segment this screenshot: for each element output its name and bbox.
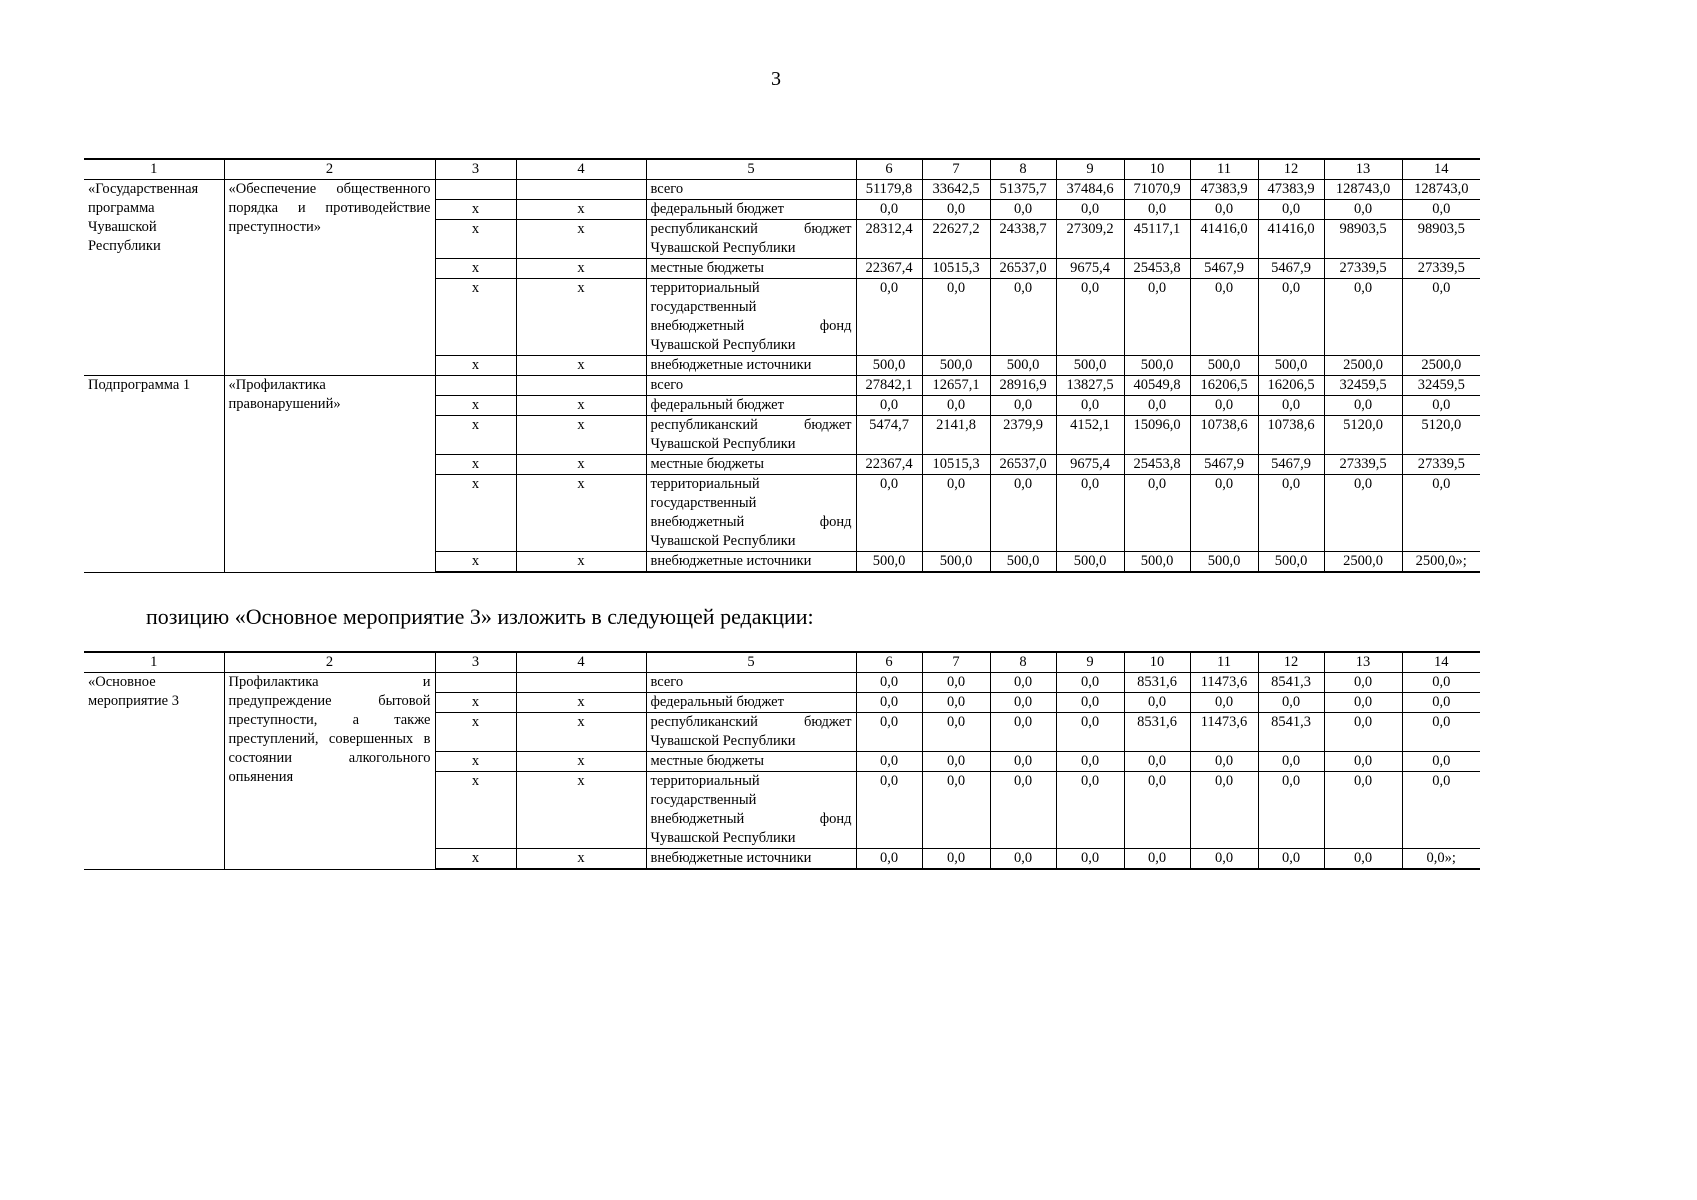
amount-cell: 2500,0 <box>1324 552 1402 573</box>
col-3-value: х <box>435 849 516 870</box>
amount-cell: 0,0 <box>1190 849 1258 870</box>
amount-cell: 13827,5 <box>1056 376 1124 396</box>
column-number: 9 <box>1056 652 1124 673</box>
col-3-value: х <box>435 752 516 772</box>
program-name: «Государственная программа Чувашской Республики <box>84 180 224 376</box>
funding-source: федеральный бюджет <box>646 396 856 416</box>
column-number: 14 <box>1402 652 1480 673</box>
amount-cell: 500,0 <box>1190 552 1258 573</box>
funding-source: местные бюджеты <box>646 259 856 279</box>
col-4-value: х <box>516 220 646 259</box>
col-4-value <box>516 376 646 396</box>
amount-cell: 27842,1 <box>856 376 922 396</box>
amount-cell: 0,0 <box>1124 772 1190 849</box>
amount-cell: 0,0 <box>1190 752 1258 772</box>
amount-cell: 47383,9 <box>1190 180 1258 200</box>
amount-cell: 27339,5 <box>1324 455 1402 475</box>
amount-cell: 500,0 <box>856 552 922 573</box>
amount-cell: 10738,6 <box>1190 416 1258 455</box>
amount-cell: 16206,5 <box>1258 376 1324 396</box>
column-number-row <box>84 652 1480 673</box>
amount-cell: 0,0 <box>1258 772 1324 849</box>
amount-cell: 41416,0 <box>1258 220 1324 259</box>
amount-cell: 0,0 <box>990 772 1056 849</box>
amount-cell: 0,0 <box>1056 693 1124 713</box>
column-number: 1 <box>84 652 224 673</box>
amount-cell: 0,0 <box>1124 752 1190 772</box>
amount-cell: 37484,6 <box>1056 180 1124 200</box>
amount-cell: 0,0 <box>1190 693 1258 713</box>
amount-cell: 0,0 <box>1324 673 1402 693</box>
amount-cell: 0,0 <box>1056 200 1124 220</box>
amount-cell: 10738,6 <box>1258 416 1324 455</box>
amount-cell: 25453,8 <box>1124 259 1190 279</box>
column-number: 10 <box>1124 159 1190 180</box>
table-row <box>84 180 1480 200</box>
funding-table-1 <box>84 158 1480 573</box>
amount-cell: 0,0 <box>1258 849 1324 870</box>
amount-cell: 500,0 <box>1258 552 1324 573</box>
col-3-value: х <box>435 416 516 455</box>
column-number: 7 <box>922 159 990 180</box>
amount-cell: 0,0 <box>1258 279 1324 356</box>
amount-cell: 40549,8 <box>1124 376 1190 396</box>
funding-source: внебюджетные источники <box>646 552 856 573</box>
col-3-value <box>435 673 516 693</box>
col-3-value: х <box>435 552 516 573</box>
amount-cell: 9675,4 <box>1056 455 1124 475</box>
col-4-value: х <box>516 772 646 849</box>
amount-cell: 0,0 <box>1324 396 1402 416</box>
col-4-value: х <box>516 356 646 376</box>
funding-source: всего <box>646 180 856 200</box>
funding-source: республиканский бюджет Чувашской Республики <box>646 220 856 259</box>
amount-cell: 5467,9 <box>1258 455 1324 475</box>
amount-cell: 32459,5 <box>1402 376 1480 396</box>
col-3-value: х <box>435 259 516 279</box>
amount-cell: 98903,5 <box>1402 220 1480 259</box>
amount-cell: 5120,0 <box>1402 416 1480 455</box>
amount-cell: 0,0 <box>1324 713 1402 752</box>
amount-cell: 4152,1 <box>1056 416 1124 455</box>
amount-cell: 5467,9 <box>1190 455 1258 475</box>
amount-cell: 0,0 <box>1402 673 1480 693</box>
program-title: Профилактика и предупреждение бытовой преступности, а также преступлений, совершенных в состоянии алкогольного опьянения <box>224 673 435 870</box>
program-title: «Обеспечение общественного порядка и противодействие преступности» <box>224 180 435 376</box>
instruction-text: позицию «Основное мероприятие 3» изложить в следующей редакции: <box>146 604 814 629</box>
amount-cell: 32459,5 <box>1324 376 1402 396</box>
amount-cell: 51179,8 <box>856 180 922 200</box>
col-3-value: х <box>435 356 516 376</box>
amount-cell: 0,0 <box>856 849 922 870</box>
amount-cell: 26537,0 <box>990 259 1056 279</box>
amount-cell: 0,0 <box>856 713 922 752</box>
amount-cell: 22627,2 <box>922 220 990 259</box>
column-number: 3 <box>435 652 516 673</box>
amount-cell: 0,0 <box>1402 279 1480 356</box>
funding-source: республиканский бюджет Чувашской Республики <box>646 416 856 455</box>
funding-source: местные бюджеты <box>646 752 856 772</box>
amount-cell: 0,0 <box>1324 475 1402 552</box>
col-4-value: х <box>516 200 646 220</box>
amount-cell: 27339,5 <box>1402 455 1480 475</box>
amount-cell: 8541,3 <box>1258 673 1324 693</box>
amount-cell: 22367,4 <box>856 455 922 475</box>
amount-cell: 500,0 <box>1124 356 1190 376</box>
amount-cell: 0,0 <box>1124 396 1190 416</box>
amount-cell: 0,0 <box>922 673 990 693</box>
amount-cell: 0,0 <box>1190 475 1258 552</box>
program-title: «Профилактика правонарушений» <box>224 376 435 573</box>
amount-cell: 0,0 <box>1258 752 1324 772</box>
amount-cell: 0,0 <box>1056 713 1124 752</box>
amount-cell: 0,0 <box>1258 475 1324 552</box>
amount-cell: 0,0 <box>856 396 922 416</box>
column-number: 11 <box>1190 652 1258 673</box>
amount-cell: 0,0 <box>1402 693 1480 713</box>
amount-cell: 0,0 <box>856 693 922 713</box>
funding-source: федеральный бюджет <box>646 693 856 713</box>
amount-cell: 0,0 <box>990 849 1056 870</box>
amount-cell: 16206,5 <box>1190 376 1258 396</box>
amount-cell: 0,0 <box>1190 772 1258 849</box>
amount-cell: 0,0 <box>1190 279 1258 356</box>
col-4-value: х <box>516 475 646 552</box>
amount-cell: 0,0 <box>1124 849 1190 870</box>
col-4-value: х <box>516 416 646 455</box>
funding-source: федеральный бюджет <box>646 200 856 220</box>
column-number: 6 <box>856 652 922 673</box>
column-number: 1 <box>84 159 224 180</box>
amount-cell: 500,0 <box>990 552 1056 573</box>
amount-cell: 27309,2 <box>1056 220 1124 259</box>
amount-cell: 10515,3 <box>922 259 990 279</box>
funding-source: республиканский бюджет Чувашской Республики <box>646 713 856 752</box>
amount-cell: 0,0 <box>922 396 990 416</box>
amount-cell: 0,0 <box>1056 396 1124 416</box>
amount-cell: 0,0 <box>1258 200 1324 220</box>
amount-cell: 0,0 <box>1402 475 1480 552</box>
col-3-value <box>435 376 516 396</box>
amount-cell: 5120,0 <box>1324 416 1402 455</box>
amount-cell: 0,0 <box>1124 693 1190 713</box>
col-3-value: х <box>435 396 516 416</box>
amount-cell: 5467,9 <box>1190 259 1258 279</box>
amount-cell: 10515,3 <box>922 455 990 475</box>
column-number: 7 <box>922 652 990 673</box>
amount-cell: 5474,7 <box>856 416 922 455</box>
amount-cell: 0,0 <box>1056 772 1124 849</box>
amount-cell: 98903,5 <box>1324 220 1402 259</box>
amount-cell: 8531,6 <box>1124 673 1190 693</box>
amount-cell: 0,0 <box>1324 279 1402 356</box>
amount-cell: 0,0 <box>856 772 922 849</box>
funding-source: всего <box>646 376 856 396</box>
col-3-value: х <box>435 713 516 752</box>
amount-cell: 0,0 <box>1402 772 1480 849</box>
amount-cell: 0,0 <box>922 772 990 849</box>
amount-cell: 27339,5 <box>1402 259 1480 279</box>
column-number: 12 <box>1258 159 1324 180</box>
amount-cell: 8531,6 <box>1124 713 1190 752</box>
amount-cell: 0,0 <box>922 713 990 752</box>
amount-cell: 8541,3 <box>1258 713 1324 752</box>
column-number-row <box>84 159 1480 180</box>
amount-cell: 0,0 <box>922 752 990 772</box>
amount-cell: 45117,1 <box>1124 220 1190 259</box>
amount-cell: 0,0 <box>1190 396 1258 416</box>
column-number: 5 <box>646 159 856 180</box>
amount-cell: 0,0 <box>856 752 922 772</box>
col-4-value: х <box>516 849 646 870</box>
amount-cell: 0,0 <box>990 752 1056 772</box>
col-3-value: х <box>435 475 516 552</box>
amount-cell: 0,0 <box>856 673 922 693</box>
amount-cell: 11473,6 <box>1190 673 1258 693</box>
amount-cell: 26537,0 <box>990 455 1056 475</box>
table-row <box>84 673 1480 693</box>
funding-source: внебюджетные источники <box>646 849 856 870</box>
amount-cell: 500,0 <box>856 356 922 376</box>
amount-cell: 0,0 <box>922 693 990 713</box>
amount-cell: 0,0 <box>1190 200 1258 220</box>
col-4-value: х <box>516 713 646 752</box>
column-number: 8 <box>990 159 1056 180</box>
amount-cell: 0,0 <box>1056 279 1124 356</box>
col-4-value: х <box>516 552 646 573</box>
col-3-value: х <box>435 200 516 220</box>
column-number: 10 <box>1124 652 1190 673</box>
col-3-value: х <box>435 455 516 475</box>
amount-cell: 0,0 <box>856 475 922 552</box>
amount-cell: 33642,5 <box>922 180 990 200</box>
table-row <box>84 376 1480 396</box>
column-number: 5 <box>646 652 856 673</box>
amount-cell: 51375,7 <box>990 180 1056 200</box>
amount-cell: 0,0 <box>1124 475 1190 552</box>
program-name: «Основное мероприятие 3 <box>84 673 224 870</box>
amount-cell: 500,0 <box>922 552 990 573</box>
amount-cell: 0,0 <box>990 396 1056 416</box>
column-number: 13 <box>1324 652 1402 673</box>
amount-cell: 0,0»; <box>1402 849 1480 870</box>
column-number: 3 <box>435 159 516 180</box>
amount-cell: 2500,0 <box>1324 356 1402 376</box>
amount-cell: 28312,4 <box>856 220 922 259</box>
col-4-value: х <box>516 455 646 475</box>
col-4-value: х <box>516 752 646 772</box>
funding-source: всего <box>646 673 856 693</box>
amount-cell: 0,0 <box>1402 396 1480 416</box>
amount-cell: 0,0 <box>1324 752 1402 772</box>
amount-cell: 500,0 <box>990 356 1056 376</box>
amount-cell: 9675,4 <box>1056 259 1124 279</box>
amount-cell: 500,0 <box>1056 552 1124 573</box>
amount-cell: 0,0 <box>990 673 1056 693</box>
amount-cell: 0,0 <box>1258 396 1324 416</box>
column-number: 8 <box>990 652 1056 673</box>
program-name: Подпрограмма 1 <box>84 376 224 573</box>
amount-cell: 41416,0 <box>1190 220 1258 259</box>
amount-cell: 0,0 <box>1056 849 1124 870</box>
amount-cell: 2500,0 <box>1402 356 1480 376</box>
amount-cell: 500,0 <box>1258 356 1324 376</box>
page-number: 3 <box>771 68 781 90</box>
amount-cell: 27339,5 <box>1324 259 1402 279</box>
amount-cell: 500,0 <box>1190 356 1258 376</box>
amount-cell: 0,0 <box>1402 752 1480 772</box>
column-number: 9 <box>1056 159 1124 180</box>
col-3-value: х <box>435 772 516 849</box>
amount-cell: 0,0 <box>1124 200 1190 220</box>
funding-source: территориальный государственный внебюджетный фонд Чувашской Республики <box>646 279 856 356</box>
column-number: 11 <box>1190 159 1258 180</box>
amount-cell: 28916,9 <box>990 376 1056 396</box>
col-4-value: х <box>516 396 646 416</box>
col-4-value: х <box>516 279 646 356</box>
column-number: 13 <box>1324 159 1402 180</box>
col-4-value <box>516 180 646 200</box>
amount-cell: 0,0 <box>1056 752 1124 772</box>
amount-cell: 5467,9 <box>1258 259 1324 279</box>
amount-cell: 0,0 <box>922 849 990 870</box>
column-number: 2 <box>224 652 435 673</box>
amount-cell: 0,0 <box>1402 713 1480 752</box>
amount-cell: 0,0 <box>856 200 922 220</box>
col-3-value: х <box>435 279 516 356</box>
amount-cell: 0,0 <box>1324 849 1402 870</box>
col-4-value: х <box>516 259 646 279</box>
amount-cell: 0,0 <box>856 279 922 356</box>
funding-source: территориальный государственный внебюджетный фонд Чувашской Республики <box>646 772 856 849</box>
amount-cell: 0,0 <box>990 200 1056 220</box>
amount-cell: 500,0 <box>1124 552 1190 573</box>
col-4-value: х <box>516 693 646 713</box>
amount-cell: 0,0 <box>990 279 1056 356</box>
amount-cell: 0,0 <box>1056 475 1124 552</box>
amount-cell: 500,0 <box>922 356 990 376</box>
amount-cell: 0,0 <box>990 475 1056 552</box>
amount-cell: 500,0 <box>1056 356 1124 376</box>
funding-table-2 <box>84 651 1480 870</box>
amount-cell: 0,0 <box>922 279 990 356</box>
amount-cell: 25453,8 <box>1124 455 1190 475</box>
amount-cell: 24338,7 <box>990 220 1056 259</box>
funding-source: территориальный государственный внебюджетный фонд Чувашской Республики <box>646 475 856 552</box>
amount-cell: 0,0 <box>1124 279 1190 356</box>
col-3-value: х <box>435 693 516 713</box>
col-3-value: х <box>435 220 516 259</box>
col-4-value <box>516 673 646 693</box>
amount-cell: 0,0 <box>1402 200 1480 220</box>
column-number: 12 <box>1258 652 1324 673</box>
amount-cell: 0,0 <box>922 475 990 552</box>
column-number: 14 <box>1402 159 1480 180</box>
funding-source: внебюджетные источники <box>646 356 856 376</box>
amount-cell: 0,0 <box>1324 693 1402 713</box>
amount-cell: 2141,8 <box>922 416 990 455</box>
amount-cell: 11473,6 <box>1190 713 1258 752</box>
column-number: 6 <box>856 159 922 180</box>
amount-cell: 0,0 <box>1324 772 1402 849</box>
amount-cell: 128743,0 <box>1324 180 1402 200</box>
amount-cell: 0,0 <box>922 200 990 220</box>
col-3-value <box>435 180 516 200</box>
amount-cell: 0,0 <box>990 713 1056 752</box>
amount-cell: 71070,9 <box>1124 180 1190 200</box>
amount-cell: 12657,1 <box>922 376 990 396</box>
amount-cell: 15096,0 <box>1124 416 1190 455</box>
amount-cell: 0,0 <box>1324 200 1402 220</box>
amount-cell: 2500,0»; <box>1402 552 1480 573</box>
column-number: 4 <box>516 652 646 673</box>
amount-cell: 0,0 <box>990 693 1056 713</box>
amount-cell: 2379,9 <box>990 416 1056 455</box>
amount-cell: 22367,4 <box>856 259 922 279</box>
amount-cell: 0,0 <box>1258 693 1324 713</box>
amount-cell: 0,0 <box>1056 673 1124 693</box>
column-number: 4 <box>516 159 646 180</box>
amount-cell: 128743,0 <box>1402 180 1480 200</box>
column-number: 2 <box>224 159 435 180</box>
amount-cell: 47383,9 <box>1258 180 1324 200</box>
funding-source: местные бюджеты <box>646 455 856 475</box>
